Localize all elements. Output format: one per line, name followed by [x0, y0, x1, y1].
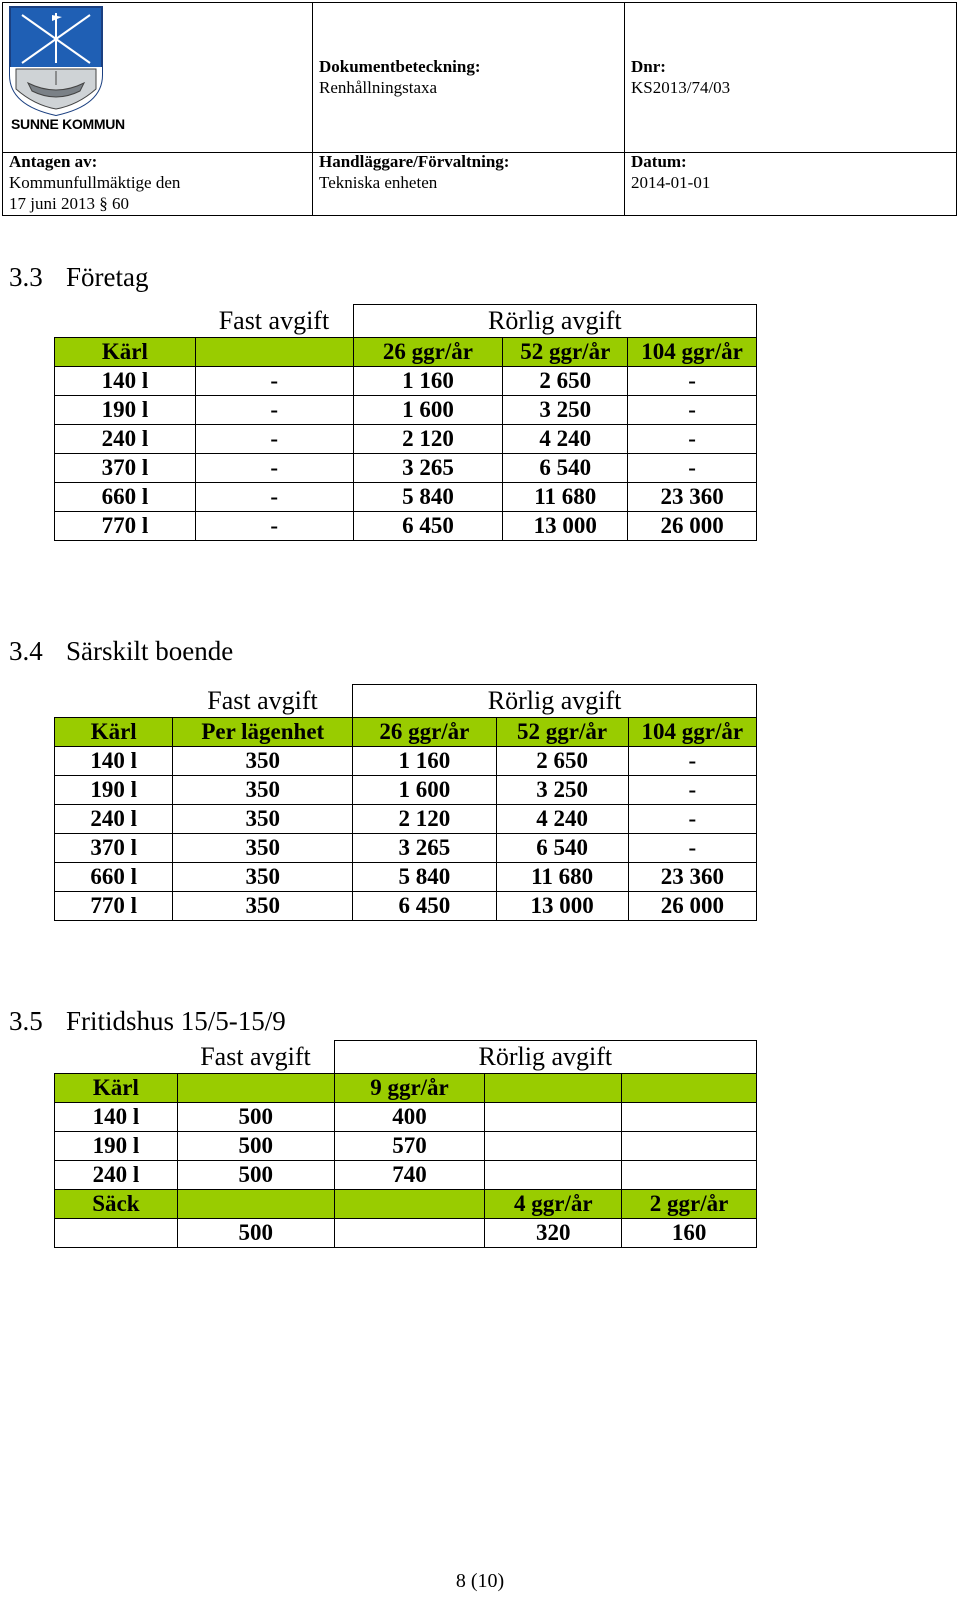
- table-row: 770 l - 6 450 13 000 26 000: [55, 512, 757, 541]
- table-row: 140 l 350 1 160 2 650 -: [55, 747, 757, 776]
- table-row: 500 320 160: [55, 1219, 757, 1248]
- table-header-row: Kärl 26 ggr/år 52 ggr/år 104 ggr/år: [55, 338, 757, 367]
- variable-fee-heading: Rörlig avgift: [353, 305, 756, 338]
- table-row: 190 l 500 570: [55, 1132, 757, 1161]
- section-heading-3-4: 3.4 Särskilt boende: [9, 636, 234, 666]
- adopted-by: Antagen av: Kommunfullmäktige den 17 juni 2013 § 60: [9, 152, 181, 213]
- table-header-row: Kärl Per lägenhet 26 ggr/år 52 ggr/år 104 ggr/år: [55, 718, 757, 747]
- table-row: 140 l 500 400: [55, 1103, 757, 1132]
- special-housing-fee-table: [54, 684, 757, 921]
- doc-designation: Dokumentbeteckning: Renhållningstaxa: [319, 57, 481, 97]
- table-row: 240 l - 2 120 4 240 -: [55, 425, 757, 454]
- fixed-fee-heading: Fast avgift: [195, 305, 353, 338]
- diary-number: Dnr: KS2013/74/03: [631, 57, 731, 97]
- variable-fee-heading: Rörlig avgift: [334, 1041, 756, 1074]
- sack-header-row: Säck 4 ggr/år 2 ggr/år: [55, 1190, 757, 1219]
- table-row: 190 l - 1 600 3 250 -: [55, 396, 757, 425]
- handler: Handläggare/Förvaltning: Tekniska enheten: [319, 152, 510, 192]
- table-header-row: Kärl 9 ggr/år: [55, 1074, 757, 1103]
- holiday-home-fee-table: [54, 1040, 757, 1248]
- table-row: 660 l 350 5 840 11 680 23 360: [55, 863, 757, 892]
- table-row: 370 l 350 3 265 6 540 -: [55, 834, 757, 863]
- page-number: 8 (10): [455, 1570, 505, 1592]
- table-row: 190 l 350 1 600 3 250 -: [55, 776, 757, 805]
- table-row: 240 l 350 2 120 4 240 -: [55, 805, 757, 834]
- variable-fee-heading: Rörlig avgift: [353, 685, 757, 718]
- document-header: [2, 2, 957, 216]
- table-row: 370 l - 3 265 6 540 -: [55, 454, 757, 483]
- table-row: 660 l - 5 840 11 680 23 360: [55, 483, 757, 512]
- table-row: 140 l - 1 160 2 650 -: [55, 367, 757, 396]
- section-heading-3-3: 3.3 Företag: [9, 262, 149, 292]
- fixed-fee-heading: Fast avgift: [177, 1041, 334, 1074]
- section-heading-3-5: 3.5 Fritidshus 15/5-15/9: [9, 1006, 286, 1036]
- municipality-name: SUNNE KOMMUN: [11, 116, 125, 132]
- company-fee-table: [54, 304, 757, 541]
- date: Datum: 2014-01-01: [631, 152, 711, 192]
- table-row: 770 l 350 6 450 13 000 26 000: [55, 892, 757, 921]
- table-row: 240 l 500 740: [55, 1161, 757, 1190]
- fixed-fee-heading: Fast avgift: [173, 685, 353, 718]
